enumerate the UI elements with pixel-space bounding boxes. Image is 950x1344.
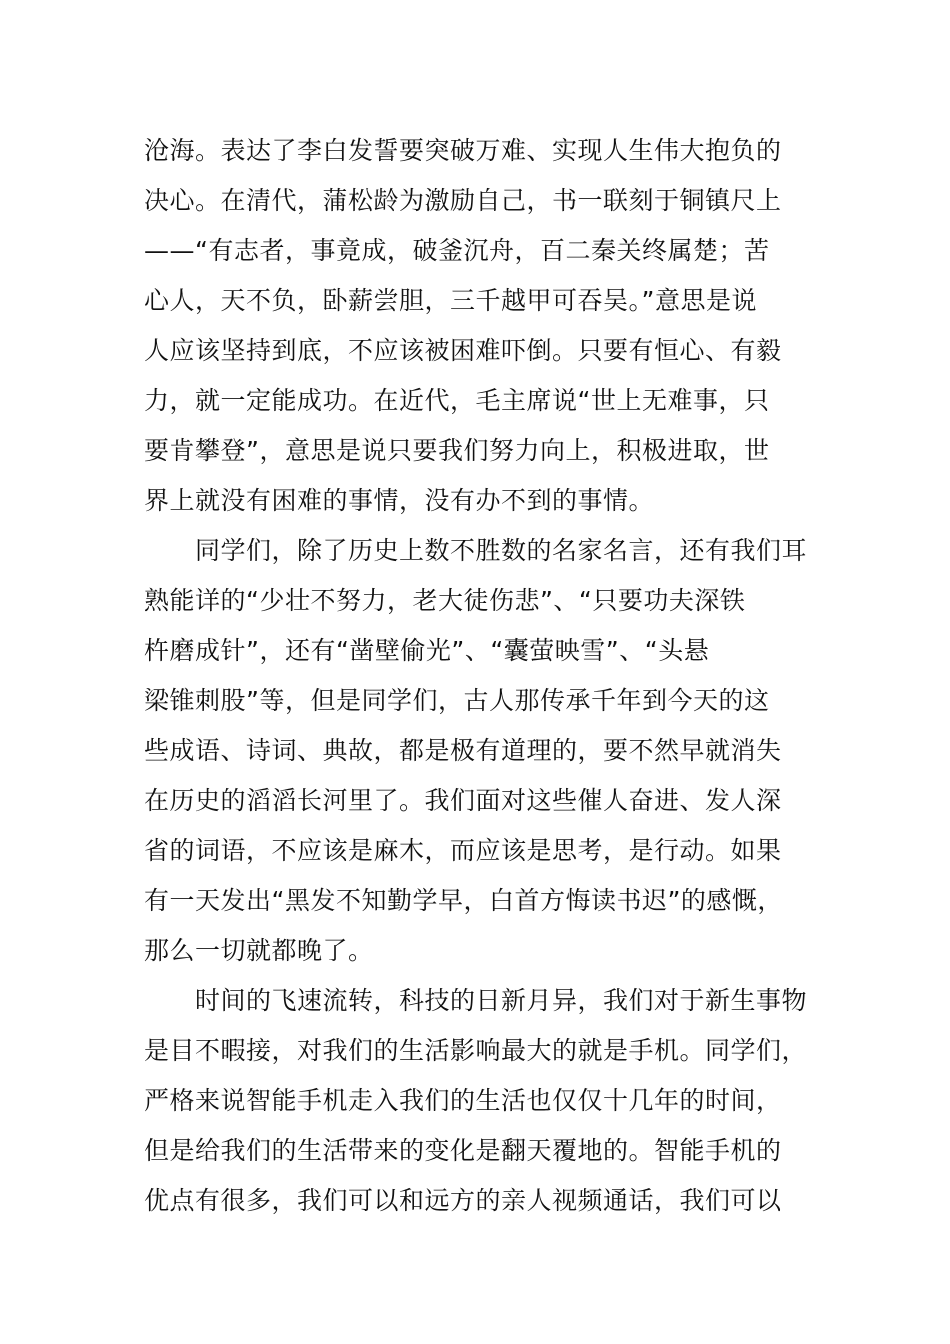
text-line: 梁锥刺股”等，但是同学们，古人那传承千年到今天的这 bbox=[144, 686, 770, 715]
text-line: 是目不暇接，对我们的生活影响最大的就是手机。同学们， bbox=[144, 1036, 808, 1065]
text-line: 人应该坚持到底，不应该被困难吓倒。只要有恒心、有毅 bbox=[144, 336, 782, 365]
text-line: 在历史的滔滔长河里了。我们面对这些催人奋进、发人深 bbox=[144, 786, 782, 815]
text-line: 沧海。表达了李白发誓要突破万难、实现人生伟大抱负的 bbox=[144, 136, 782, 165]
text-line: 些成语、诗词、典故，都是极有道理的，要不然早就消失 bbox=[144, 736, 782, 765]
text-line: 但是给我们的生活带来的变化是翻天覆地的。智能手机的 bbox=[144, 1136, 782, 1165]
text-line: 有一天发出“黑发不知勤学早，白首方悔读书迟”的感慨， bbox=[144, 886, 783, 915]
text-line: 要肯攀登”，意思是说只要我们努力向上，积极进取，世 bbox=[144, 436, 770, 465]
text-line: 熟能详的“少壮不努力，老大徒伤悲”、“只要功夫深铁 bbox=[144, 586, 746, 615]
text-line: 省的词语，不应该是麻木，而应该是思考，是行动。如果 bbox=[144, 836, 782, 865]
text-line: ——“有志者，事竟成，破釜沉舟，百二秦关终属楚；苦 bbox=[144, 236, 770, 265]
text-line: 时间的飞速流转，科技的日新月异，我们对于新生事物 bbox=[144, 986, 808, 1015]
text-line: 同学们，除了历史上数不胜数的名家名言，还有我们耳 bbox=[144, 536, 808, 565]
text-line: 那么一切就都晚了。 bbox=[144, 936, 374, 965]
text-line: 心人，天不负，卧薪尝胆，三千越甲可吞吴。”意思是说 bbox=[144, 286, 757, 315]
text-line: 力，就一定能成功。在近代，毛主席说“世上无难事，只 bbox=[144, 386, 770, 415]
body-text bbox=[144, 126, 814, 1226]
text-line: 杵磨成针”，还有“凿壁偷光”、“囊萤映雪”、“头悬 bbox=[144, 636, 710, 665]
text-line: 严格来说智能手机走入我们的生活也仅仅十几年的时间， bbox=[144, 1086, 782, 1115]
text-line: 优点有很多，我们可以和远方的亲人视频通话，我们可以 bbox=[144, 1186, 782, 1215]
text-line: 决心。在清代，蒲松龄为激励自己，书一联刻于铜镇尺上 bbox=[144, 186, 782, 215]
text-line: 界上就没有困难的事情，没有办不到的事情。 bbox=[144, 486, 655, 515]
